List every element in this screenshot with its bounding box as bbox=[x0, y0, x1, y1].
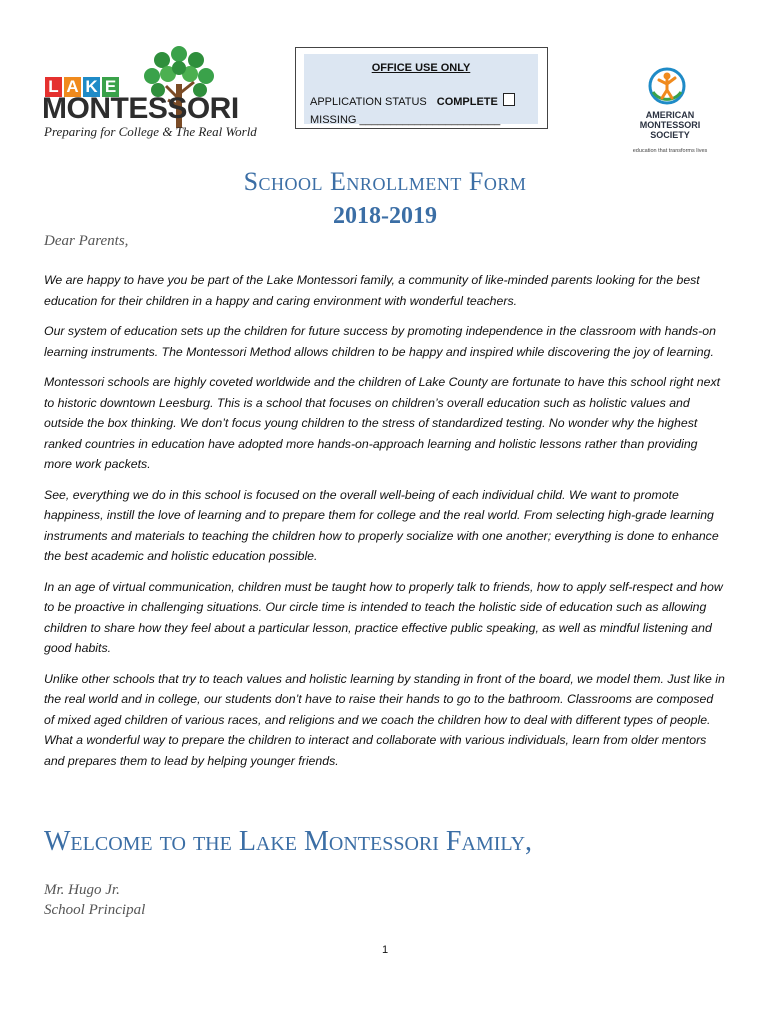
letter-paragraph: We are happy to have you be part of the Lake Montessori family, a community of like-minded parents looking for the best education for their children in a happy and caring environment with wonderful teachers. bbox=[44, 273, 700, 308]
letter-paragraph: In an age of virtual communication, children must be taught how to properly talk to friends, how to apply self-respect and how to be proactive in challenging situations. Our circle time is intended to teach the holistic side of education such as allowing children to share how they feel about a particular lesson, practice effective public speaking, as well as mindful listening and good habits. bbox=[44, 579, 723, 655]
ams-name bbox=[620, 110, 720, 140]
letter-paragraph: Unlike other schools that try to teach values and holistic learning by standing in front of the board, we model them. Just like in the real world and in college, our students don’t have to raise their hands to go to the bathroom. Classrooms are composed of mixed aged children of various races, and religions and we coach the children how to deal with different types of people. What a wonderful way to prepare the children to interact and collaborate with various individuals, learn from older mentors and prepares them to lead by helping younger friends. bbox=[44, 671, 725, 768]
office-use-title: OFFICE USE ONLY bbox=[371, 62, 471, 74]
complete-label: COMPLETE bbox=[436, 96, 498, 108]
page-title: School Enrollment Form bbox=[243, 167, 527, 196]
page-number: 1 bbox=[381, 944, 389, 956]
ams-line: MONTESSORI bbox=[639, 120, 701, 130]
office-use-panel bbox=[304, 54, 538, 124]
school-year: 2018-2019 bbox=[333, 203, 437, 229]
complete-checkbox[interactable] bbox=[503, 93, 515, 106]
letter-body bbox=[44, 270, 726, 781]
application-status-label: APPLICATION STATUS bbox=[310, 96, 427, 108]
letter-paragraph: Our system of education sets up the children for future success by promoting independence in the classroom with hands-on learning instruments. The Montessori Method allows children to be happy and inspired while discovering the joy of learning. bbox=[44, 324, 716, 359]
lake-letter: E bbox=[102, 77, 119, 97]
montessori-wordmark: MONTESSORI bbox=[42, 92, 239, 125]
missing-field: MISSING _______________________ bbox=[310, 114, 501, 126]
letter-paragraph: See, everything we do in this school is focused on the overall well-being of each individual child. We want to promote happiness, instill the love of learning and to prepare them for college and the real world. From selecting high-grade learning instruments and materials to teaching the children how to properly socialize with one another; everything is done to enhance the best academic and holistic education possible. bbox=[44, 487, 719, 563]
office-use-box bbox=[295, 47, 548, 129]
ams-figure-icon bbox=[647, 66, 687, 106]
signer-title: School Principal bbox=[44, 902, 146, 918]
greeting: Dear Parents, bbox=[44, 233, 129, 249]
ams-logo bbox=[620, 66, 720, 156]
signature-block bbox=[44, 880, 145, 920]
signer-name: Mr. Hugo Jr. bbox=[44, 882, 120, 898]
welcome-heading: Welcome to the Lake Montessori Family, bbox=[44, 826, 533, 857]
lake-letter: L bbox=[45, 77, 62, 97]
ams-line: SOCIETY bbox=[650, 130, 690, 140]
lake-letter: A bbox=[64, 77, 81, 97]
logo-tagline: Preparing for College & The Real World bbox=[44, 124, 257, 139]
ams-line: AMERICAN bbox=[645, 110, 695, 120]
lake-letter: K bbox=[83, 77, 100, 97]
letter-paragraph: Montessori schools are highly coveted worldwide and the children of Lake County are fortunate to have this school right next to historic downtown Leesburg. This is a school that focuses on children’s overall education such as holistic values and outside the box thinking. We don’t focus young children to the stress of standardized testing. No wonder why the highest ranked countries in education have adopted more hands-on-approach learning and holistic lessons rather than providing more work packets. bbox=[44, 375, 721, 471]
ams-subtitle: education that transforms lives bbox=[632, 148, 708, 154]
application-status bbox=[310, 93, 515, 108]
